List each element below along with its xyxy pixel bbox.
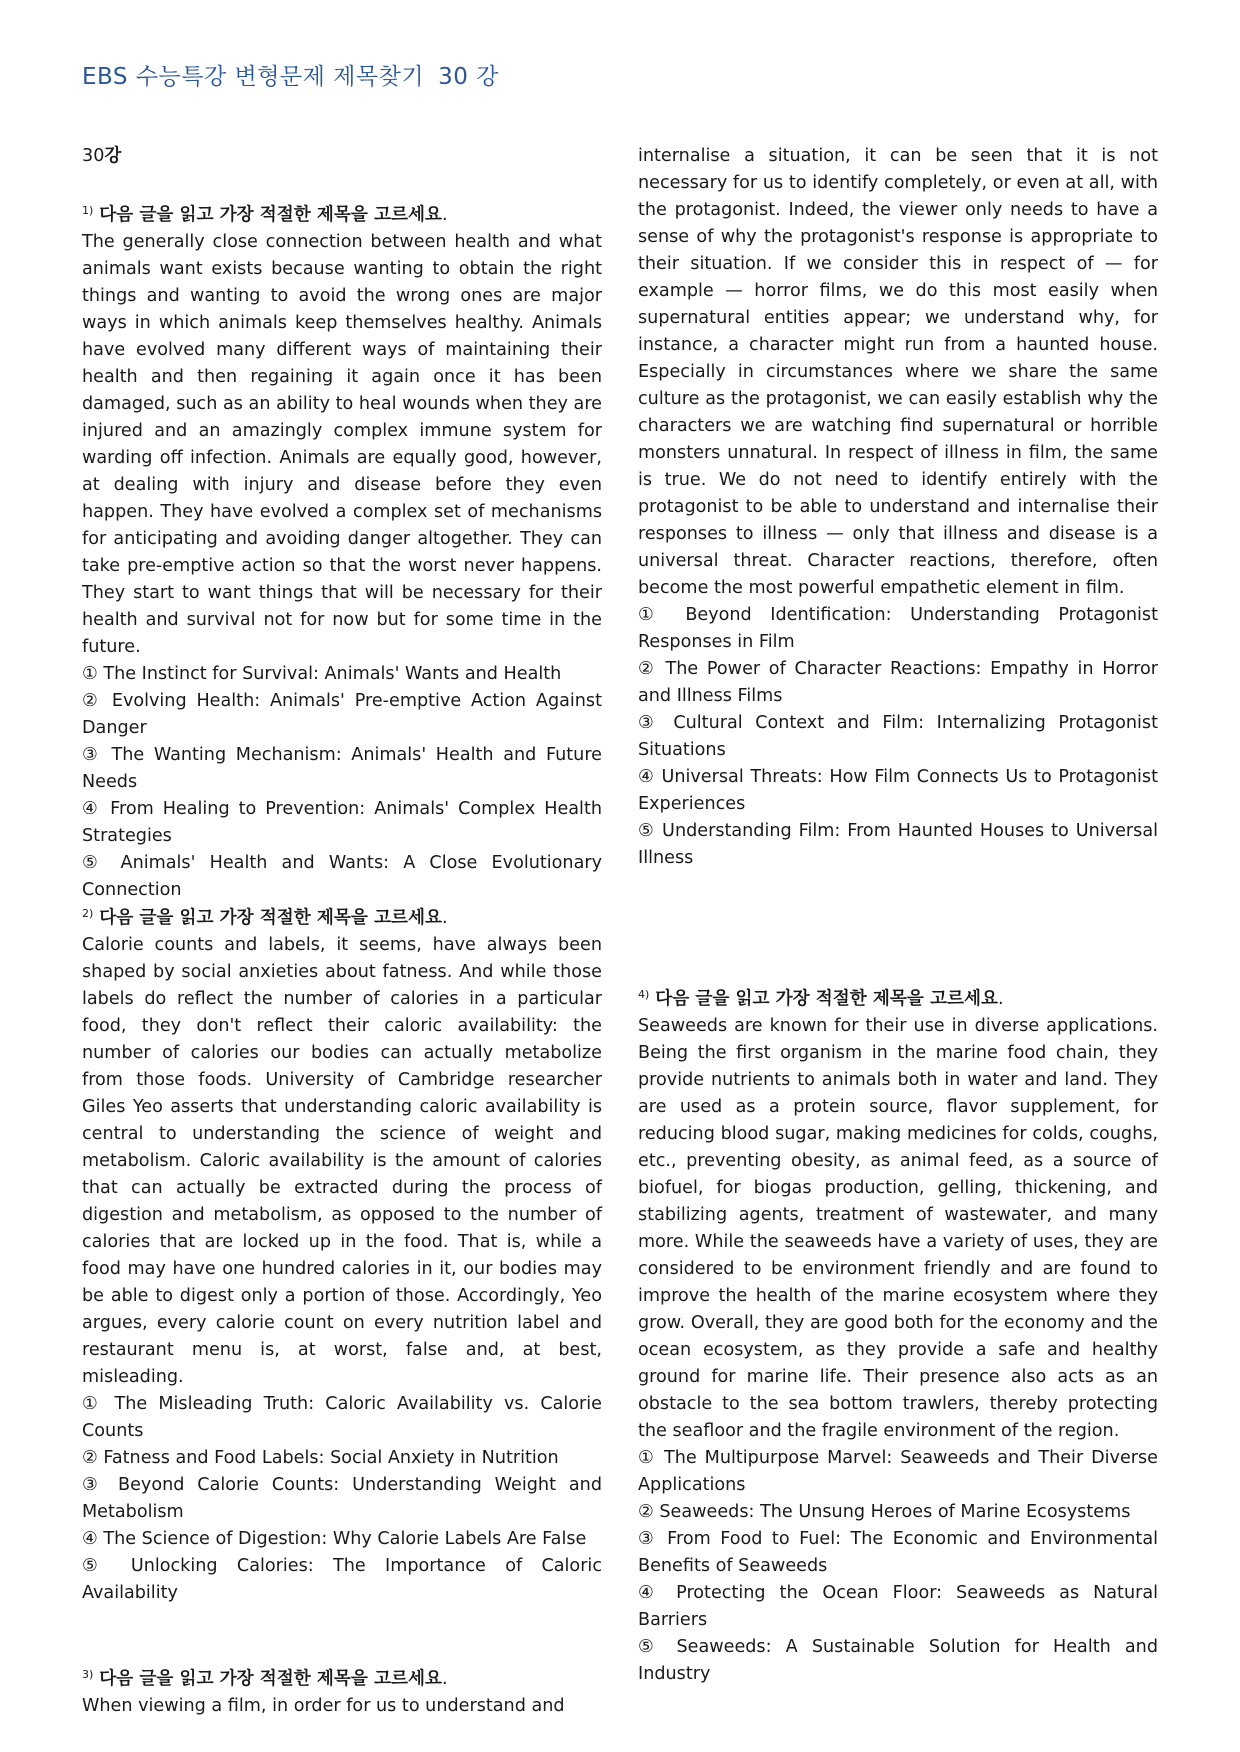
page-title: EBS 수능특강 변형문제 제목찾기	[82, 64, 425, 90]
left-column-bottom	[82, 900, 602, 1720]
right-column-bottom	[638, 981, 1158, 1688]
question-3-continued	[638, 143, 1158, 872]
passage-part-2: internalise a situation, it can be seen that it is not necessary for us to identify completely, or even at all, with the protagonist. Indeed, the viewer only needs to have a sense of why the protagonist's response is appropriate to their situation. If we consider this in respect of — for example — horror films, we do this most easily when supernatural entities appear; we understand why, for instance, a character might run from a haunted house. Especially in circumstances where we share the same culture as the protagonist, we can easily establish why the characters we are watching find supernatural or horrible monsters unnatural. In respect of illness in film, the same is true. We do not need to identify entirely with the protagonist to be able to understand and internalise their responses to illness — only that illness and disease is a universal threat. Character reactions, therefore, often become the most powerful empathetic element in film.	[638, 146, 1158, 598]
option-5[interactable]: ⑤ Seaweeds: A Sustainable Solution for Health and Industry	[638, 1637, 1158, 1684]
option-2[interactable]: ② The Power of Character Reactions: Empathy in Horror and Illness Films	[638, 659, 1158, 706]
lesson-number: 30 강	[438, 64, 499, 90]
question-prompt: $^{3)}$ 다음 글을 읽고 가장 적절한 제목을 고르세요.	[82, 1668, 448, 1689]
question-2	[82, 900, 602, 1607]
option-4[interactable]: ④ Protecting the Ocean Floor: Seaweeds as Natural Barriers	[638, 1583, 1158, 1630]
question-1	[82, 197, 602, 904]
option-4[interactable]: ④ Universal Threats: How Film Connects Us to Protagonist Experiences	[638, 767, 1158, 814]
lesson-label-num: 30	[82, 146, 105, 166]
question-prompt: $^{2)}$ 다음 글을 읽고 가장 적절한 제목을 고르세요.	[82, 907, 448, 928]
question-number: 2)	[82, 907, 94, 920]
option-1[interactable]: ① The Misleading Truth: Caloric Availability vs. Calorie Counts	[82, 1394, 602, 1441]
option-5[interactable]: ⑤ Understanding Film: From Haunted Houses to Universal Illness	[638, 821, 1158, 868]
option-5[interactable]: ⑤ Animals' Health and Wants: A Close Evolutionary Connection	[82, 853, 602, 900]
question-number: 3)	[82, 1668, 94, 1681]
option-2[interactable]: ② Evolving Health: Animals' Pre-emptive Action Against Danger	[82, 691, 602, 738]
question-prompt: $^{1)}$ 다음 글을 읽고 가장 적절한 제목을 고르세요.	[82, 204, 448, 225]
option-4[interactable]: ④ From Healing to Prevention: Animals' Complex Health Strategies	[82, 799, 602, 846]
prompt-text: 다음 글을 읽고 가장 적절한 제목을 고르세요	[99, 1669, 442, 1689]
prompt-text: 다음 글을 읽고 가장 적절한 제목을 고르세요	[99, 908, 442, 928]
option-4[interactable]: ④ The Science of Digestion: Why Calorie Labels Are False	[82, 1529, 587, 1549]
prompt-text: 다음 글을 읽고 가장 적절한 제목을 고르세요	[655, 989, 998, 1009]
prompt-text: 다음 글을 읽고 가장 적절한 제목을 고르세요	[99, 205, 442, 225]
option-1[interactable]: ① Beyond Identification: Understanding Protagonist Responses in Film	[638, 605, 1158, 652]
option-1[interactable]: ① The Multipurpose Marvel: Seaweeds and Their Diverse Applications	[638, 1448, 1158, 1495]
passage-part-1: When viewing a film, in order for us to understand and	[82, 1696, 565, 1716]
question-number: 1)	[82, 204, 94, 217]
option-3[interactable]: ③ Cultural Context and Film: Internalizing Protagonist Situations	[638, 713, 1158, 760]
question-4	[638, 981, 1158, 1688]
left-column-top	[82, 143, 602, 904]
option-5[interactable]: ⑤ Unlocking Calories: The Importance of Caloric Availability	[82, 1556, 602, 1603]
option-2[interactable]: ② Fatness and Food Labels: Social Anxiety in Nutrition	[82, 1448, 559, 1468]
page-header	[82, 58, 499, 91]
option-2[interactable]: ② Seaweeds: The Unsung Heroes of Marine Ecosystems	[638, 1502, 1131, 1522]
lesson-label-unit: 강	[104, 146, 122, 166]
option-1[interactable]: ① The Instinct for Survival: Animals' Wants and Health	[82, 664, 562, 684]
option-3[interactable]: ③ The Wanting Mechanism: Animals' Health and Future Needs	[82, 745, 602, 792]
option-3[interactable]: ③ Beyond Calorie Counts: Understanding Weight and Metabolism	[82, 1475, 602, 1522]
question-number: 4)	[638, 988, 650, 1001]
right-column-top	[638, 143, 1158, 872]
passage: The generally close connection between health and what animals want exists because wanting to obtain the right things and wanting to avoid the wrong ones are major ways in which animals keep themselves healthy. Animals have evolved many different ways of maintaining their health and then regaining it again once it has been damaged, such as an ability to heal wounds when they are injured and an amazingly complex immune system for warding off infection. Animals are equally good, however, at dealing with injury and disease before they even happen. They have evolved a complex set of mechanisms for anticipating and avoiding danger altogether. They can take pre-emptive action so that the worst never happens. They start to want things that will be necessary for their health and survival not for now but for some time in the future.	[82, 232, 602, 657]
passage: Calorie counts and labels, it seems, have always been shaped by social anxieties about fatness. And while those labels do reflect the number of calories in a particular food, they don't reflect their caloric availability: the number of calories our bodies can actually metabolize from those foods. University of Cambridge researcher Giles Yeo asserts that understanding caloric availability is central to understanding the science of weight and metabolism. Caloric availability is the amount of calories that can actually be extracted during the process of digestion and metabolism, as opposed to the number of calories that are locked up in the food. That is, while a food may have one hundred calories in it, our bodies may be able to digest only a portion of those. Accordingly, Yeo argues, every calorie count on every nutrition label and restaurant menu is, at worst, false and, at best, misleading.	[82, 935, 602, 1387]
option-3[interactable]: ③ From Food to Fuel: The Economic and Environmental Benefits of Seaweeds	[638, 1529, 1158, 1576]
lesson-label	[82, 143, 602, 170]
question-3-start	[82, 1661, 602, 1720]
question-prompt: $^{4)}$ 다음 글을 읽고 가장 적절한 제목을 고르세요.	[638, 988, 1004, 1009]
passage: Seaweeds are known for their use in diverse applications. Being the first organism in the marine food chain, they provide nutrients to animals both in water and land. They are used as a protein source, flavor supplement, for reducing blood sugar, making medicines for colds, coughs, etc., preventing obesity, as animal feed, as a source of biofuel, for biogas production, gelling, thickening, and stabilizing agents, treatment of wastewater, and many more. While the seaweeds have a variety of uses, they are considered to be environment friendly and are found to improve the health of the marine ecosystem where they grow. Overall, they are good both for the economy and the ocean ecosystem, as they provide a safe and healthy ground for marine life. Their presence also acts as an obstacle to the sea bottom trawlers, thereby protecting the seafloor and the fragile environment of the region.	[638, 1016, 1158, 1441]
